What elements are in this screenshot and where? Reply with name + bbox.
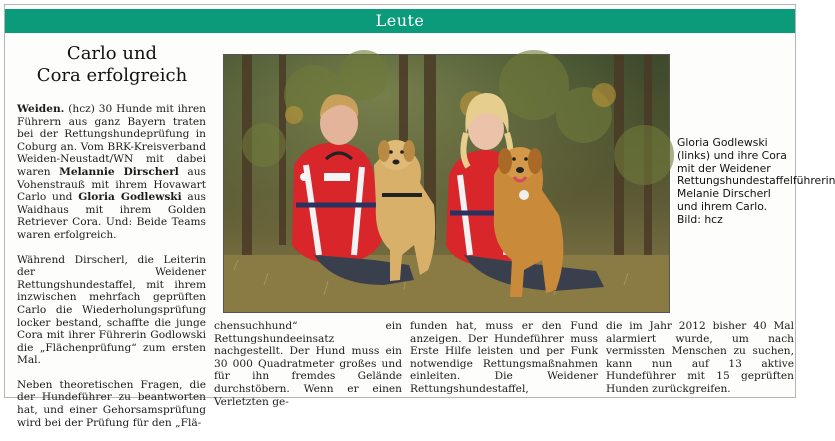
article-paragraph-1: Weiden. (hcz) 30 Hunde mit ihren Führern aus ganz Bayern traten bei der Rettungshundeprüfung in Coburg an. Vom BRK-Kreisverband Weiden-Neustadt/WN mit dabei waren Melannie Dirscherl aus Vohenstrauß mit ihrem Hovawart Carlo und Gloria Godlewski aus Waidhaus mit ihrem Golden Retriever Cora. Und: Beide Teams waren erfolgreich. — [17, 103, 206, 241]
headline-line-2: Cora erfolgreich — [36, 65, 188, 86]
article-photo — [223, 54, 670, 313]
article-paragraph-2: Während Dirscherl, die Leiterin der Weidener Rettungshundestaffel, mit ihrem inzwischen mehrfach geprüften Carlo die Wiederholungsprüfung locker bestand, schaffte die junge Cora mit ihrer Führerin Godlowski die „Flächenprüfung“ zum ersten Mal. — [17, 253, 206, 367]
photo-caption: Gloria Godlewski (links) und ihre Cora mit der Weidener Rettungshundestaffelführerin Melanie Dirscherl und ihrem Carlo. Bild: hcz — [677, 136, 835, 226]
person-name: Melannie Dirscherl — [59, 165, 179, 178]
section-banner: Leute — [5, 9, 795, 33]
article-column-1 — [17, 103, 206, 441]
person-name: Gloria Godlewski — [78, 191, 182, 204]
article-column-2 — [214, 320, 402, 420]
article-paragraph-4: funden hat, muss er den Fund anzeigen. Der Hundeführer muss Erste Hilfe leisten und per Funk notwendige Rettungsmaßnahmen einleiten. Die Weidener Rettungshundestaffel, — [410, 320, 598, 395]
article-headline — [17, 43, 207, 87]
photo-illustration — [224, 55, 669, 312]
article-paragraph-3: Neben theoretischen Fragen, die der Hundeführer zu beantworten hat, und einer Gehorsamsprüfung wird bei der Prüfung für den „Flä- — [17, 378, 206, 429]
article-column-4 — [606, 320, 794, 408]
article-column-3 — [410, 320, 598, 408]
article-paragraph-3-cont: chensuchhund“ ein Rettungshundeeinsatz nachgestellt. Der Hund muss ein 30 000 Quadratmeter großes und für ihn fremdes Gelände durchstöbern. Wenn er einen Verletzten ge- — [214, 320, 402, 408]
newspaper-page — [4, 4, 835, 429]
article-paragraph-4-cont: die im Jahr 2012 bisher 40 Mal alarmiert wurde, um nach vermissten Menschen zu suchen, kann nun auf 13 aktive Hundeführer mit 15 geprüften Hunden zurückgreifen. — [606, 320, 794, 395]
headline-line-1: Carlo und — [66, 43, 158, 64]
dateline: Weiden. — [17, 103, 65, 115]
